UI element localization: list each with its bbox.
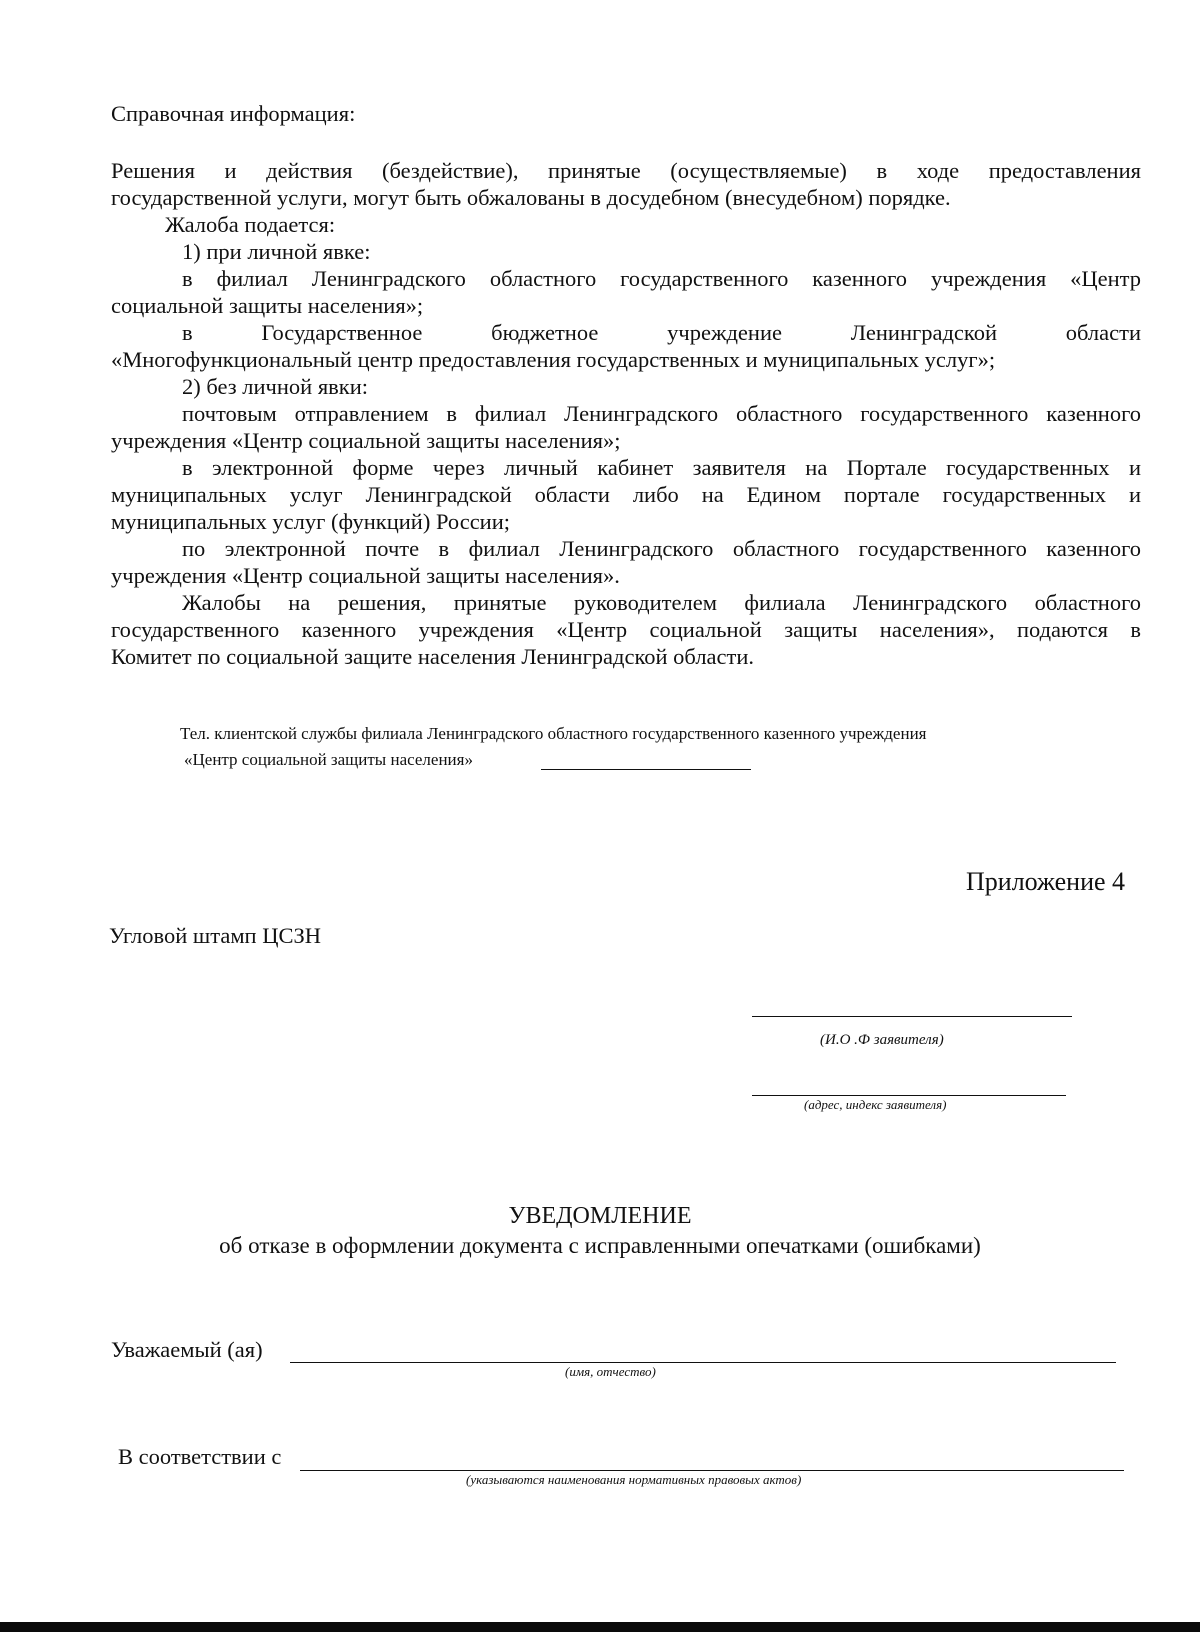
phone-blank-line: [541, 769, 751, 770]
email-line-2: учреждения «Центр социальной защиты населения».: [111, 563, 620, 588]
dear-caption: (имя, отчество): [565, 1364, 656, 1379]
remote-item: 2) без личной явки:: [182, 374, 369, 399]
corner-stamp-label: Угловой штамп ЦСЗН: [109, 923, 322, 948]
electronic-line-2: муниципальных услуг Ленинградской области либо на Едином портале государственных и: [111, 482, 1141, 507]
mfc-line-2: «Многофункциональный центр предоставления государственных и муниципальных услуг»;: [111, 347, 996, 372]
notice-subtitle: об отказе в оформлении документа с исправленными опечатками (ошибками): [219, 1233, 981, 1258]
dear-name-line: [290, 1362, 1116, 1363]
applicant-name-line: [752, 1016, 1072, 1017]
notice-title: УВЕДОМЛЕНИЕ: [508, 1203, 692, 1229]
branch-line-2: социальной защиты населения»;: [111, 293, 424, 318]
post-line-2: учреждения «Центр социальной защиты населения»;: [111, 428, 621, 453]
in-person-item: 1) при личной явке:: [182, 239, 371, 264]
mfc-line-1: в Государственное бюджетное учреждение Ленинградской области: [182, 320, 1141, 345]
electronic-line-1: в электронной форме через личный кабинет заявителя на Портале государственных и: [182, 455, 1141, 480]
dear-label: Уважаемый (ая): [111, 1337, 263, 1362]
phone-line-2: «Центр социальной защиты населения»: [184, 750, 473, 769]
appeal-paragraph-line-1: Решения и действия (бездействие), принятые (осуществляемые) в ходе предоставления: [111, 158, 1141, 183]
post-line-1: почтовым отправлением в филиал Ленинградского областного государственного казенного: [182, 401, 1141, 426]
head-complaints-line-2: государственного казенного учреждения «Центр социальной защиты населения», подаются в: [111, 617, 1141, 642]
head-complaints-line-3: Комитет по социальной защите населения Ленинградской области.: [111, 644, 755, 669]
accordance-caption: (указываются наименования нормативных правовых актов): [466, 1472, 802, 1487]
applicant-address-caption: (адрес, индекс заявителя): [804, 1097, 947, 1112]
complaint-submitted-label: Жалоба подается:: [165, 212, 336, 237]
accordance-line: [300, 1470, 1124, 1471]
accordance-label: В соответствии с: [118, 1444, 282, 1469]
applicant-name-caption: (И.О .Ф заявителя): [820, 1032, 944, 1048]
scan-bottom-edge: [0, 1622, 1200, 1632]
phone-line-1: Тел. клиентской службы филиала Ленинградского областного государственного казенного учреждения: [180, 724, 927, 743]
branch-line-1: в филиал Ленинградского областного государственного казенного учреждения «Центр: [182, 266, 1141, 291]
head-complaints-line-1: Жалобы на решения, принятые руководителем филиала Ленинградского областного: [182, 590, 1141, 615]
applicant-address-line: [752, 1095, 1066, 1096]
email-line-1: по электронной почте в филиал Ленинградского областного государственного казенного: [182, 536, 1141, 561]
electronic-line-3: муниципальных услуг (функций) России;: [111, 509, 511, 534]
appendix-label: Приложение 4: [966, 867, 1126, 896]
reference-heading: Справочная информация:: [111, 101, 356, 126]
appeal-paragraph-line-2: государственной услуги, могут быть обжалованы в досудебном (внесудебном) порядке.: [111, 185, 951, 210]
